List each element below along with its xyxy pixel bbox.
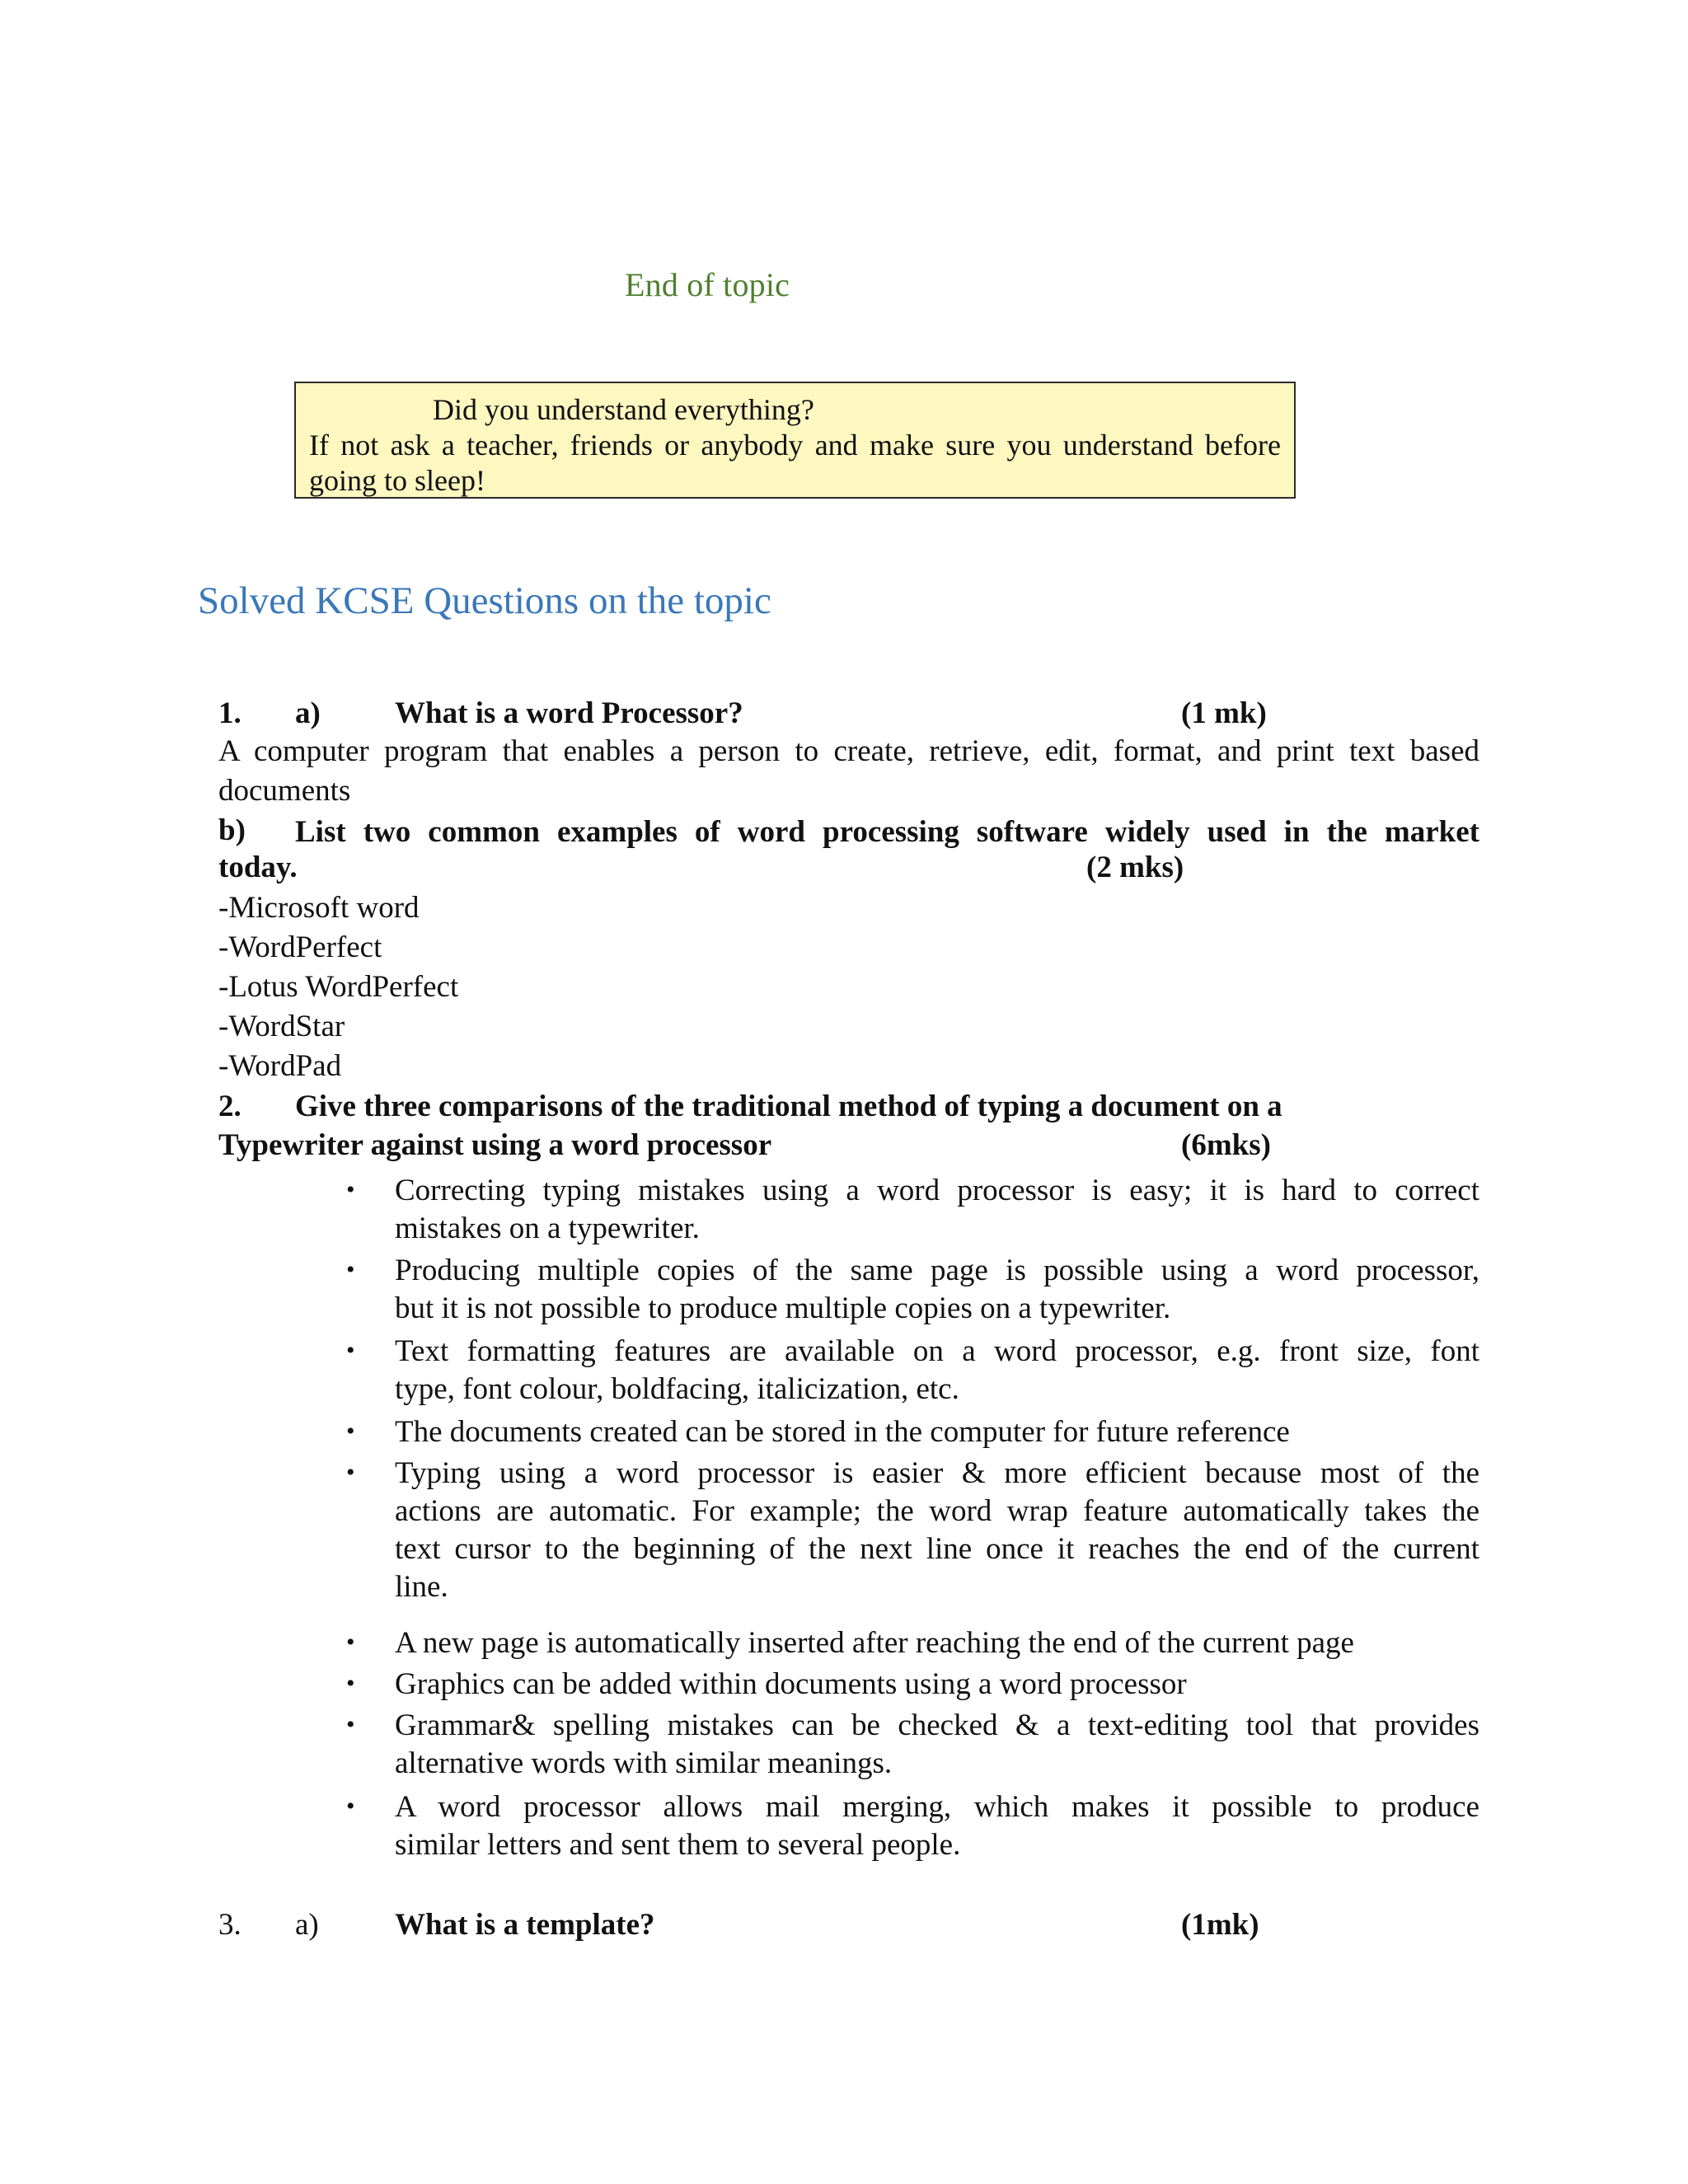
section-title: Solved KCSE Questions on the topic [198,579,771,622]
q2-bullet-2-line-2: but it is not possible to produce multiple copies on a typewriter. [395,1291,1171,1325]
q1-answer-a-line-1: A computer program that enables a person to create, retrieve, edit, format, and print text based [218,734,1479,768]
q1-number: 1. [218,696,241,730]
q2-bullet-5-line-2: actions are automatic. For example; the word wrap feature automatically takes the [395,1494,1479,1528]
q1-question-b-line-1 [295,813,1479,852]
q1-part-b: b) [218,813,246,847]
q1-example-5: -WordPad [218,1049,342,1083]
q1-question-b-text: List two common examples of word processing software widely used in the market [295,815,1479,849]
q3-part-a: a) [295,1908,319,1942]
q1-marks-a: (1 mk) [1181,696,1267,730]
q1-example-4: -WordStar [218,1010,345,1043]
q2-bullet-3-line-1: Text formatting features are available on a word processor, e.g. front size, font [395,1334,1479,1368]
q2-bullet-7 [395,1666,1479,1704]
q2-bullet-5-line-1: Typing using a word processor is easier & more efficient because most of the [395,1456,1479,1490]
q1-question-a: What is a word Processor? [395,696,743,730]
notice-line-3: going to sleep! [309,464,485,497]
q2-bullet-8-line-2: alternative words with similar meanings. [395,1746,893,1780]
q2-bullet-5-line-4: line. [395,1570,448,1604]
notice-box [294,382,1296,499]
q2-number: 2. [218,1090,241,1123]
q2-bullet-3-line-2: type, font colour, boldfacing, italicization, etc. [395,1372,959,1406]
q2-bullet-3 [395,1333,1479,1408]
q1-answer-a [218,732,1479,811]
q2-question-line-1: Give three comparisons of the traditional method of typing a document on a [295,1090,1282,1123]
q2-bullet-9-line-2: similar letters and sent them to several people. [395,1828,961,1862]
q1-example-3: -Lotus WordPerfect [218,970,459,1004]
bullet-icon: • [346,1459,355,1486]
q1-example-2: -WordPerfect [218,930,382,964]
q2-bullet-4-line-1: The documents created can be stored in the computer for future reference [395,1415,1290,1449]
bullet-icon: • [346,1418,355,1445]
notice-line-1: Did you understand everything? [433,393,814,426]
bullet-icon: • [346,1711,355,1738]
q2-bullet-5-line-3: text cursor to the beginning of the next line once it reaches the end of the current [395,1532,1479,1566]
q2-bullet-9 [395,1788,1479,1864]
q2-question-line-2: Typewriter against using a word processor [218,1128,772,1162]
q2-bullet-1-line-2: mistakes on a typewriter. [395,1212,700,1245]
q3-number: 3. [218,1908,241,1942]
q2-bullet-1-line-1: Correcting typing mistakes using a word processor is easy; it is hard to correct [395,1174,1479,1207]
bullet-icon: • [346,1337,355,1364]
q2-bullet-6-line-1: A new page is automatically inserted after reaching the end of the current page [395,1626,1354,1660]
q3-question-a: What is a template? [395,1908,655,1942]
q1-example-1: -Microsoft word [218,891,420,925]
notice-line-2: If not ask a teacher, friends or anybody and make sure you understand before [309,429,1281,462]
q2-bullet-4 [395,1413,1479,1451]
bullet-icon: • [346,1629,355,1656]
q2-bullet-8-line-1: Grammar& spelling mistakes can be checked & a text-editing tool that provides [395,1708,1479,1742]
q2-bullet-9-line-1: A word processor allows mail merging, which makes it possible to produce [395,1790,1479,1824]
q1-marks-b: (2 mks) [1086,851,1184,884]
q2-bullet-5 [395,1455,1479,1606]
bullet-icon: • [346,1793,355,1820]
bullet-icon: • [346,1670,355,1697]
q2-bullet-8 [395,1707,1479,1783]
q2-bullet-2-line-1: Producing multiple copies of the same page is possible using a word processor, [395,1254,1479,1287]
q2-bullet-6 [395,1624,1479,1662]
q1-part-a: a) [295,696,321,730]
bullet-icon: • [346,1176,355,1203]
end-of-topic-heading: End of topic [625,266,790,303]
q2-bullet-2 [395,1252,1479,1328]
q1-answer-a-line-2: documents [218,774,351,808]
q1-question-b-line-2: today. [218,851,298,884]
q2-bullet-7-line-1: Graphics can be added within documents using a word processor [395,1667,1187,1701]
bullet-icon: • [346,1256,355,1283]
q3-marks-a: (1mk) [1181,1908,1259,1942]
q2-bullet-1 [395,1172,1479,1248]
q2-marks: (6mks) [1181,1128,1271,1162]
